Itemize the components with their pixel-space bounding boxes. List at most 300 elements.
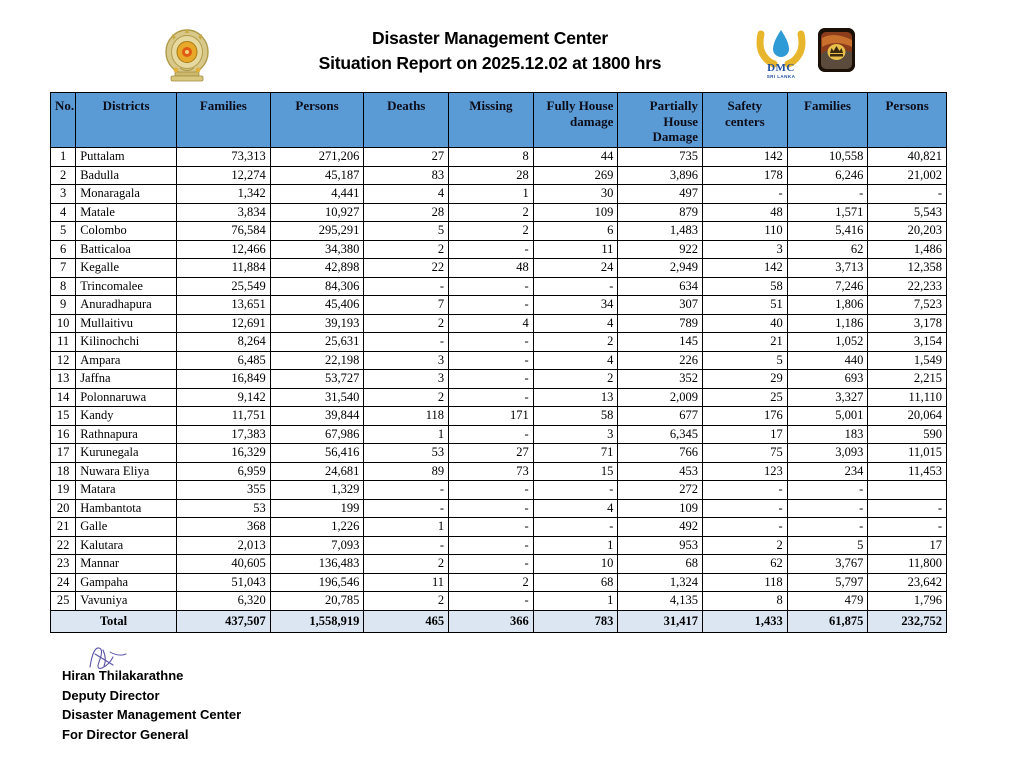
cell-families: 16,329 <box>176 444 270 463</box>
cell-partially-house-damage: 879 <box>618 203 703 222</box>
cell-persons: 25,631 <box>270 333 364 352</box>
cell-fully-house-damage: 11 <box>533 240 618 259</box>
cell-missing: - <box>449 333 534 352</box>
cell-persons: 34,380 <box>270 240 364 259</box>
cell-safety-persons: - <box>868 499 947 518</box>
cell-row-index: 24 <box>51 573 76 592</box>
cell-persons: 1,329 <box>270 481 364 500</box>
cell-deaths: 89 <box>364 462 449 481</box>
cell-fully-house-damage: 34 <box>533 296 618 315</box>
cell-district-name: Badulla <box>76 166 177 185</box>
cell-persons: 45,187 <box>270 166 364 185</box>
column-header-missing: Missing <box>449 93 534 148</box>
cell-safety-centers: 110 <box>703 222 788 241</box>
cell-row-index: 7 <box>51 259 76 278</box>
table-row <box>51 407 947 426</box>
cell-safety-persons: 11,110 <box>868 388 947 407</box>
table-row <box>51 166 947 185</box>
cell-persons: 31,540 <box>270 388 364 407</box>
cell-persons: 196,546 <box>270 573 364 592</box>
cell-safety-centers: 48 <box>703 203 788 222</box>
cell-fully-house-damage: - <box>533 481 618 500</box>
cell-safety-families: 62 <box>787 240 868 259</box>
cell-fully-house-damage: 3 <box>533 425 618 444</box>
cell-partially-house-damage: 272 <box>618 481 703 500</box>
table-header-row <box>51 93 947 148</box>
total-missing: 366 <box>449 610 534 632</box>
table-row <box>51 203 947 222</box>
cell-persons: 295,291 <box>270 222 364 241</box>
cell-partially-house-damage: 1,324 <box>618 573 703 592</box>
column-header-families: Families <box>176 93 270 148</box>
cell-safety-persons: 23,642 <box>868 573 947 592</box>
cell-fully-house-damage: 269 <box>533 166 618 185</box>
cell-missing: - <box>449 240 534 259</box>
cell-deaths: 1 <box>364 425 449 444</box>
cell-families: 12,466 <box>176 240 270 259</box>
cell-deaths: 83 <box>364 166 449 185</box>
cell-families: 73,313 <box>176 148 270 167</box>
cell-row-index: 16 <box>51 425 76 444</box>
cell-missing: 73 <box>449 462 534 481</box>
cell-safety-persons: 1,486 <box>868 240 947 259</box>
cell-district-name: Anuradhapura <box>76 296 177 315</box>
cell-district-name: Trincomalee <box>76 277 177 296</box>
cell-persons: 45,406 <box>270 296 364 315</box>
cell-persons: 53,727 <box>270 370 364 389</box>
cell-row-index: 15 <box>51 407 76 426</box>
cell-deaths: 1 <box>364 518 449 537</box>
cell-safety-families: 3,327 <box>787 388 868 407</box>
cell-district-name: Puttalam <box>76 148 177 167</box>
cell-row-index: 20 <box>51 499 76 518</box>
cell-missing: - <box>449 518 534 537</box>
cell-families: 51,043 <box>176 573 270 592</box>
cell-district-name: Mannar <box>76 555 177 574</box>
cell-families: 25,549 <box>176 277 270 296</box>
cell-fully-house-damage: 15 <box>533 462 618 481</box>
cell-district-name: Kalutara <box>76 536 177 555</box>
total-label: Total <box>51 610 177 632</box>
cell-district-name: Vavuniya <box>76 592 177 611</box>
column-header-no: No. <box>51 93 76 148</box>
cell-safety-families: 7,246 <box>787 277 868 296</box>
cell-deaths: 22 <box>364 259 449 278</box>
sri-lanka-emblem-icon <box>158 24 216 84</box>
cell-deaths: 5 <box>364 222 449 241</box>
cell-safety-persons: 3,154 <box>868 333 947 352</box>
cell-deaths: 2 <box>364 388 449 407</box>
cell-partially-house-damage: 4,135 <box>618 592 703 611</box>
cell-safety-persons: 40,821 <box>868 148 947 167</box>
column-header-safety-centers: Safety centers <box>703 93 788 148</box>
cell-missing: - <box>449 296 534 315</box>
cell-safety-persons: 7,523 <box>868 296 947 315</box>
cell-partially-house-damage: 492 <box>618 518 703 537</box>
cell-safety-families: - <box>787 481 868 500</box>
cell-safety-centers: 142 <box>703 259 788 278</box>
cell-missing: 171 <box>449 407 534 426</box>
cell-fully-house-damage: 2 <box>533 333 618 352</box>
cell-persons: 84,306 <box>270 277 364 296</box>
cell-safety-centers: - <box>703 518 788 537</box>
cell-safety-persons <box>868 481 947 500</box>
cell-safety-centers: 25 <box>703 388 788 407</box>
cell-persons: 22,198 <box>270 351 364 370</box>
cell-safety-centers: 17 <box>703 425 788 444</box>
cell-deaths: 2 <box>364 240 449 259</box>
total-fully-damage: 783 <box>533 610 618 632</box>
cell-fully-house-damage: 13 <box>533 388 618 407</box>
cell-row-index: 17 <box>51 444 76 463</box>
cell-deaths: 11 <box>364 573 449 592</box>
cell-missing: - <box>449 481 534 500</box>
cell-deaths: 3 <box>364 351 449 370</box>
cell-row-index: 5 <box>51 222 76 241</box>
situation-report-table <box>50 92 947 633</box>
ministry-emblem-icon <box>818 28 855 72</box>
cell-safety-families: 1,571 <box>787 203 868 222</box>
cell-partially-house-damage: 307 <box>618 296 703 315</box>
cell-fully-house-damage: 4 <box>533 499 618 518</box>
cell-missing: 1 <box>449 185 534 204</box>
cell-partially-house-damage: 3,896 <box>618 166 703 185</box>
table-body <box>51 148 947 611</box>
signatory-name: Hiran Thilakarathne <box>62 668 184 683</box>
cell-fully-house-damage: 1 <box>533 536 618 555</box>
cell-partially-house-damage: 735 <box>618 148 703 167</box>
cell-fully-house-damage: 44 <box>533 148 618 167</box>
cell-safety-centers: 3 <box>703 240 788 259</box>
cell-district-name: Matale <box>76 203 177 222</box>
cell-persons: 56,416 <box>270 444 364 463</box>
table-row <box>51 277 947 296</box>
cell-persons: 39,844 <box>270 407 364 426</box>
cell-partially-house-damage: 6,345 <box>618 425 703 444</box>
cell-row-index: 23 <box>51 555 76 574</box>
cell-district-name: Nuwara Eliya <box>76 462 177 481</box>
cell-row-index: 13 <box>51 370 76 389</box>
cell-persons: 67,986 <box>270 425 364 444</box>
cell-safety-centers: 5 <box>703 351 788 370</box>
cell-fully-house-damage: 30 <box>533 185 618 204</box>
cell-safety-persons: 2,215 <box>868 370 947 389</box>
cell-safety-persons: - <box>868 185 947 204</box>
table-row <box>51 259 947 278</box>
table-row <box>51 370 947 389</box>
cell-safety-persons: 17 <box>868 536 947 555</box>
cell-fully-house-damage: - <box>533 277 618 296</box>
cell-partially-house-damage: 922 <box>618 240 703 259</box>
cell-fully-house-damage: 1 <box>533 592 618 611</box>
cell-missing: - <box>449 555 534 574</box>
cell-missing: 2 <box>449 203 534 222</box>
cell-partially-house-damage: 109 <box>618 499 703 518</box>
cell-families: 3,834 <box>176 203 270 222</box>
cell-safety-persons: 11,800 <box>868 555 947 574</box>
cell-safety-persons: 20,064 <box>868 407 947 426</box>
column-header-fully-house-damage: Fully House damage <box>533 93 618 148</box>
total-deaths: 465 <box>364 610 449 632</box>
dmc-logo-text: DMC <box>767 62 795 74</box>
cell-missing: 27 <box>449 444 534 463</box>
cell-families: 1,342 <box>176 185 270 204</box>
cell-partially-house-damage: 352 <box>618 370 703 389</box>
table-row <box>51 573 947 592</box>
cell-fully-house-damage: 4 <box>533 314 618 333</box>
cell-safety-centers: 178 <box>703 166 788 185</box>
cell-row-index: 21 <box>51 518 76 537</box>
signatory-organization: Disaster Management Center <box>62 707 242 722</box>
cell-families: 6,485 <box>176 351 270 370</box>
cell-safety-families: 3,767 <box>787 555 868 574</box>
table-row <box>51 148 947 167</box>
cell-missing: - <box>449 277 534 296</box>
cell-persons: 39,193 <box>270 314 364 333</box>
column-header-safety-persons: Persons <box>868 93 947 148</box>
table-row <box>51 351 947 370</box>
cell-district-name: Galle <box>76 518 177 537</box>
cell-safety-persons: - <box>868 518 947 537</box>
cell-families: 11,751 <box>176 407 270 426</box>
column-header-districts: Districts <box>76 93 177 148</box>
cell-families: 17,383 <box>176 425 270 444</box>
cell-families: 13,651 <box>176 296 270 315</box>
cell-safety-persons: 22,233 <box>868 277 947 296</box>
cell-safety-centers: 51 <box>703 296 788 315</box>
cell-row-index: 14 <box>51 388 76 407</box>
table-total-row <box>51 610 947 632</box>
cell-families: 76,584 <box>176 222 270 241</box>
total-persons: 1,558,919 <box>270 610 364 632</box>
cell-partially-house-damage: 68 <box>618 555 703 574</box>
cell-safety-families: 5,001 <box>787 407 868 426</box>
cell-safety-centers: 142 <box>703 148 788 167</box>
cell-families: 368 <box>176 518 270 537</box>
cell-fully-house-damage: - <box>533 518 618 537</box>
cell-deaths: 2 <box>364 592 449 611</box>
cell-persons: 4,441 <box>270 185 364 204</box>
dmc-logo-subtext: SRI LANKA <box>766 74 796 79</box>
table-row <box>51 425 947 444</box>
cell-families: 2,013 <box>176 536 270 555</box>
cell-safety-persons: 5,543 <box>868 203 947 222</box>
cell-row-index: 9 <box>51 296 76 315</box>
cell-district-name: Kegalle <box>76 259 177 278</box>
cell-row-index: 10 <box>51 314 76 333</box>
cell-missing: - <box>449 370 534 389</box>
cell-fully-house-damage: 2 <box>533 370 618 389</box>
cell-partially-house-damage: 634 <box>618 277 703 296</box>
cell-safety-centers: 8 <box>703 592 788 611</box>
cell-safety-persons: 12,358 <box>868 259 947 278</box>
cell-safety-centers: - <box>703 481 788 500</box>
cell-fully-house-damage: 24 <box>533 259 618 278</box>
cell-missing: - <box>449 499 534 518</box>
table-row <box>51 499 947 518</box>
cell-deaths: 28 <box>364 203 449 222</box>
cell-safety-centers: 29 <box>703 370 788 389</box>
cell-safety-families: 6,246 <box>787 166 868 185</box>
total-partial-damage: 31,417 <box>618 610 703 632</box>
cell-row-index: 18 <box>51 462 76 481</box>
cell-district-name: Polonnaruwa <box>76 388 177 407</box>
cell-deaths: - <box>364 277 449 296</box>
cell-families: 355 <box>176 481 270 500</box>
cell-district-name: Colombo <box>76 222 177 241</box>
cell-persons: 7,093 <box>270 536 364 555</box>
report-title <box>240 26 740 77</box>
cell-persons: 1,226 <box>270 518 364 537</box>
column-header-safety-families: Families <box>787 93 868 148</box>
cell-row-index: 4 <box>51 203 76 222</box>
cell-safety-persons: 3,178 <box>868 314 947 333</box>
cell-safety-families: 5,416 <box>787 222 868 241</box>
cell-deaths: 3 <box>364 370 449 389</box>
cell-persons: 136,483 <box>270 555 364 574</box>
cell-safety-families: 440 <box>787 351 868 370</box>
table-row <box>51 240 947 259</box>
signature-block <box>62 666 241 744</box>
cell-deaths: 2 <box>364 555 449 574</box>
cell-district-name: Ampara <box>76 351 177 370</box>
cell-missing: - <box>449 592 534 611</box>
report-header <box>0 0 1009 88</box>
table-row <box>51 185 947 204</box>
total-safety-families: 61,875 <box>787 610 868 632</box>
table-row <box>51 555 947 574</box>
cell-families: 40,605 <box>176 555 270 574</box>
cell-safety-families: - <box>787 185 868 204</box>
cell-district-name: Monaragala <box>76 185 177 204</box>
cell-families: 53 <box>176 499 270 518</box>
cell-district-name: Mullaitivu <box>76 314 177 333</box>
cell-partially-house-damage: 226 <box>618 351 703 370</box>
cell-missing: - <box>449 536 534 555</box>
cell-safety-persons: 1,796 <box>868 592 947 611</box>
cell-partially-house-damage: 145 <box>618 333 703 352</box>
cell-safety-families: 10,558 <box>787 148 868 167</box>
cell-partially-house-damage: 1,483 <box>618 222 703 241</box>
cell-fully-house-damage: 10 <box>533 555 618 574</box>
cell-fully-house-damage: 6 <box>533 222 618 241</box>
cell-safety-centers: - <box>703 499 788 518</box>
table-row <box>51 462 947 481</box>
cell-district-name: Kandy <box>76 407 177 426</box>
cell-safety-families: - <box>787 518 868 537</box>
cell-safety-persons: 11,453 <box>868 462 947 481</box>
cell-district-name: Kurunegala <box>76 444 177 463</box>
cell-deaths: 118 <box>364 407 449 426</box>
column-header-deaths: Deaths <box>364 93 449 148</box>
cell-safety-centers: 21 <box>703 333 788 352</box>
cell-missing: - <box>449 388 534 407</box>
cell-deaths: - <box>364 536 449 555</box>
cell-persons: 24,681 <box>270 462 364 481</box>
cell-row-index: 22 <box>51 536 76 555</box>
cell-safety-persons: 20,203 <box>868 222 947 241</box>
cell-district-name: Kilinochchi <box>76 333 177 352</box>
cell-row-index: 2 <box>51 166 76 185</box>
cell-deaths: - <box>364 481 449 500</box>
table-row <box>51 388 947 407</box>
cell-safety-families: 1,806 <box>787 296 868 315</box>
cell-missing: 48 <box>449 259 534 278</box>
total-safety-persons: 232,752 <box>868 610 947 632</box>
table-row <box>51 333 947 352</box>
cell-partially-house-damage: 453 <box>618 462 703 481</box>
cell-safety-persons: 21,002 <box>868 166 947 185</box>
cell-deaths: 53 <box>364 444 449 463</box>
cell-partially-house-damage: 789 <box>618 314 703 333</box>
cell-row-index: 12 <box>51 351 76 370</box>
cell-fully-house-damage: 4 <box>533 351 618 370</box>
total-safety-centers: 1,433 <box>703 610 788 632</box>
cell-deaths: 2 <box>364 314 449 333</box>
table-row <box>51 444 947 463</box>
cell-families: 6,320 <box>176 592 270 611</box>
cell-partially-house-damage: 497 <box>618 185 703 204</box>
cell-families: 11,884 <box>176 259 270 278</box>
cell-safety-persons: 11,015 <box>868 444 947 463</box>
cell-deaths: 7 <box>364 296 449 315</box>
table-row <box>51 518 947 537</box>
cell-partially-house-damage: 2,009 <box>618 388 703 407</box>
cell-row-index: 6 <box>51 240 76 259</box>
cell-safety-centers: 123 <box>703 462 788 481</box>
cell-persons: 42,898 <box>270 259 364 278</box>
cell-families: 12,691 <box>176 314 270 333</box>
cell-fully-house-damage: 109 <box>533 203 618 222</box>
cell-safety-families: - <box>787 499 868 518</box>
cell-deaths: 27 <box>364 148 449 167</box>
cell-missing: 28 <box>449 166 534 185</box>
cell-missing: - <box>449 425 534 444</box>
cell-safety-centers: 118 <box>703 573 788 592</box>
cell-safety-families: 479 <box>787 592 868 611</box>
cell-fully-house-damage: 68 <box>533 573 618 592</box>
cell-fully-house-damage: 71 <box>533 444 618 463</box>
cell-safety-centers: 58 <box>703 277 788 296</box>
cell-persons: 199 <box>270 499 364 518</box>
cell-partially-house-damage: 2,949 <box>618 259 703 278</box>
cell-district-name: Jaffna <box>76 370 177 389</box>
cell-district-name: Rathnapura <box>76 425 177 444</box>
cell-persons: 20,785 <box>270 592 364 611</box>
cell-partially-house-damage: 766 <box>618 444 703 463</box>
cell-deaths: - <box>364 499 449 518</box>
cell-row-index: 1 <box>51 148 76 167</box>
cell-partially-house-damage: 953 <box>618 536 703 555</box>
cell-safety-centers: 62 <box>703 555 788 574</box>
cell-deaths: 4 <box>364 185 449 204</box>
cell-families: 9,142 <box>176 388 270 407</box>
cell-row-index: 11 <box>51 333 76 352</box>
cell-row-index: 8 <box>51 277 76 296</box>
cell-missing: 4 <box>449 314 534 333</box>
cell-safety-centers: 75 <box>703 444 788 463</box>
cell-safety-families: 1,052 <box>787 333 868 352</box>
cell-missing: 2 <box>449 222 534 241</box>
cell-row-index: 19 <box>51 481 76 500</box>
table-row <box>51 296 947 315</box>
cell-safety-families: 3,093 <box>787 444 868 463</box>
cell-missing: 2 <box>449 573 534 592</box>
cell-safety-centers: 40 <box>703 314 788 333</box>
cell-row-index: 3 <box>51 185 76 204</box>
cell-safety-persons: 1,549 <box>868 351 947 370</box>
report-title-line2: Situation Report on 2025.12.02 at 1800 hrs <box>318 53 662 74</box>
